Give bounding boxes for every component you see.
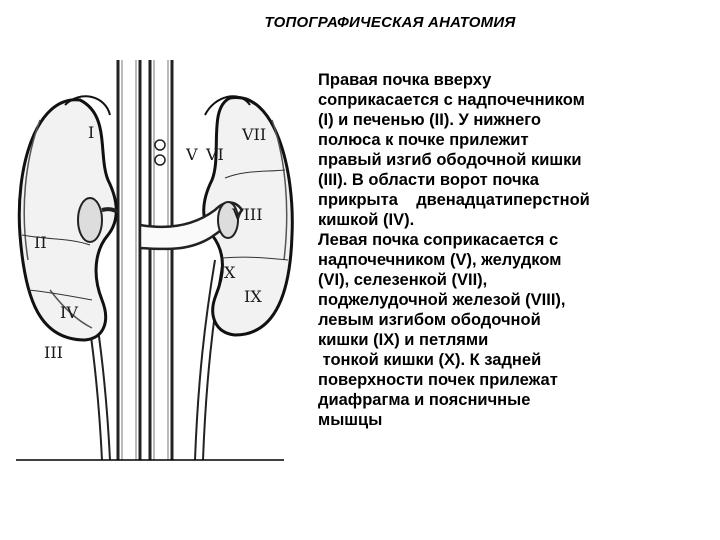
text-line: (I) и печенью (II). У нижнего	[318, 111, 542, 129]
label-VI: VI	[206, 145, 224, 164]
label-IV: IV	[60, 303, 78, 322]
paragraph-left-kidney	[318, 230, 710, 430]
text-line: левым изгибом ободочной	[318, 311, 541, 329]
label-I: I	[88, 123, 95, 142]
text-line: надпочечником (V), желудком	[318, 251, 562, 269]
text-line: кишки (IX) и петлями	[318, 331, 489, 349]
label-V: V	[186, 145, 198, 164]
text-line: поджелудочной железой (VIII),	[318, 291, 566, 309]
aorta	[118, 60, 140, 460]
text-line: поверхности почек прилежат	[318, 371, 558, 389]
label-VIII: VIII	[232, 205, 263, 224]
text-line: правый изгиб ободочной кишки	[318, 151, 582, 169]
text-line: кишкой (IV).	[318, 211, 415, 229]
label-IX: IX	[244, 287, 262, 306]
description-text	[318, 70, 710, 430]
label-III: III	[44, 343, 63, 362]
text-line: (III). В области ворот почка	[318, 171, 539, 189]
page-title: ТОПОГРАФИЧЕСКАЯ АНАТОМИЯ	[264, 14, 516, 31]
kidney-anatomy-illustration	[10, 60, 300, 470]
label-X: X	[224, 263, 236, 282]
label-II: II	[34, 233, 47, 252]
text-line: тонкой кишки (X). К задней	[318, 351, 542, 369]
paragraph-right-kidney	[318, 70, 710, 230]
text-line: мышцы	[318, 411, 383, 429]
label-VII: VII	[242, 125, 267, 144]
text-line: полюса к почке прилежит	[318, 131, 529, 149]
text-line: Правая почка вверху	[318, 71, 492, 89]
text-line: прикрыта двенадцатиперстной	[318, 191, 590, 209]
text-line: диафрагма и поясничные	[318, 391, 531, 409]
text-line: соприкасается с надпочечником	[318, 91, 585, 109]
text-line: (VI), селезенкой (VII),	[318, 271, 488, 289]
text-line: Левая почка соприкасается с	[318, 231, 559, 249]
